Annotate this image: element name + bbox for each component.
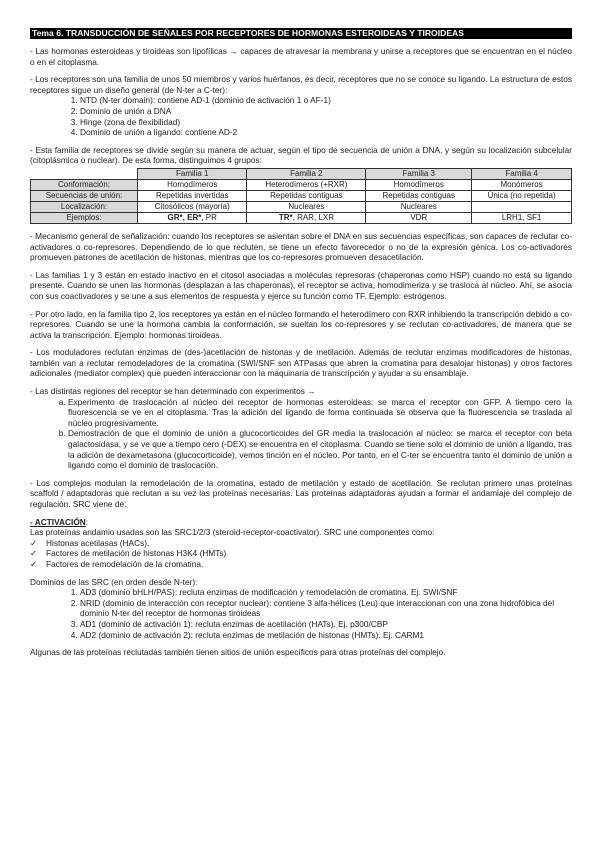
list-item: b. Demostración de que el dominio de unión a glucocorticoides del GR media la traslocación al núcleo: se marca el receptor con beta galactosidasa, y se ve que a tiempo cero (-DEX) se encuentra en el citoplasma. Cuando se tiene solo el dominio de unión a ligando, tras la adición de dexametasona (glucocorticoide), vemos tinción en el núcleo. Por tanto, en el C-ter se encuentra tanto el dominio de unión a ligando como el dominio de traslocación. [68,428,572,470]
paragraph-scaffold: Las proteínas andamio usadas son las SRC1/2/3 (steroid-receptor-coactivator). SRC une componentes como: [30,527,435,538]
experiments-list [30,397,572,471]
table-header: Familia 4 [472,168,572,179]
row-label: Secuencias de unión: [31,190,138,201]
list-item-text: Factores de remodelación de la cromatina. [46,558,204,569]
table-cell: Heterodímeros (+RXR) [247,179,366,190]
check-icon: ✓ [30,548,37,559]
table-cell: Única (no repetida) [472,190,572,201]
list-item: a. Experimento de traslocación al núcleo del receptor de hormonas esteroideas: se marca el receptor con GFP. A tiempo cero la fluorescencia se ve en el citoplasma. Tras la adición del ligando de forma continuada se observa que la fluorescencia se traslada al núcleo progresivamente. [68,397,572,429]
example-rest: , RAR, LXR [292,212,334,222]
table-cell: Nucleares [366,201,472,212]
paragraph-families-1-3: - Las familias 1 y 3 están en estado inactivo en el citosol asociadas a moléculas represoras (chaperonas como HSP) cuando no está su ligando presente. Cuando se unen las hormonas (desplazan a las chaperonas), el receptor se activa, homodimeriza y se trasloca al núcleo. Ahí, se asocia con sus coactivadores y se une a sus elementos de respuesta y ejerce su función como TF. Ejemplo: estrógenos. [30,269,572,301]
paragraph-lipophilic: - Las hormonas esteroideas y tiroideas son lipofílicas → capaces de atravesar la membrana y unirse a receptores que se encuentran en el núcleo o en el citoplasma. [30,46,572,67]
list-item: 1. NTD (N-ter domain): contiene AD-1 (dominio de activación 1 o AF-1) [80,95,572,106]
domains-list [30,587,572,640]
paragraph-mechanism: - Mecanismo general de señalización: cuando los receptores se asientan sobre el DNA en sus secuencias específicas, son capaces de reclutar co-activadores o co-represores. Dependiendo de lo que recluten, se tiene un efecto favorecedor o no de la expresión génica. Los co-activadores promueven patrones de acetilación de histonas, mientras que los co-represores promueven desacetilación. [30,230,572,263]
paragraph-family-2: - Por otro lado, en la familia tipo 2, los receptores ya están en el núcleo formando el heterodímero con RXR inhibiendo la transcripción debido a co-represores. Cuando se une la hormona cambia la conformación, se sueltan los co-represores y se reclutan co-activadores, de manera que se activa la transcripción. Ejemplo: hormonas tiroideas. [30,308,572,340]
paragraph-src-domains: Dominios de las SRC (en orden desde N-ter): [30,576,198,587]
table-cell: Repetidas contiguas [247,190,366,201]
table-row [31,201,572,212]
paragraph-complexes: - Los complejos modulan la remodelación de la cromatina, estado de metilación y estado de acetilación. Se reclutan primero unas proteínas scaffold / adaptadoras que reclutan a su vez las proteínas necesarias. Las proteínas adaptadoras ayudan a formar el andamiaje del complejo de regulación. SRC viene de: [30,477,572,509]
list-item: 1. AD3 (dominio bHLH/PAS): recluta enzimas de modificación y remodelación de cromatina. Ej. SWI/SNF [80,587,572,598]
row-label: Conformación: [31,179,138,190]
paragraph-receptors: - Los receptores son una familia de unos 50 miembros y varios huérfanos, es decir, receptores que no se conoce su ligando. La estructura de estos receptores sigue un diseño general (de N-ter a C-ter): [30,74,572,95]
table-cell: Citosólicos (mayoría) [138,201,247,212]
page-title: Tema 6. TRANSDUCCIÓN DE SEÑALES POR RECEPTORES DE HORMONAS ESTEROIDEAS Y TIROIDEAS [30,28,572,39]
activation-heading-text: - ACTIVACIÓN [30,516,86,527]
example-bold: TR* [278,212,293,222]
activation-colon: : [85,516,89,527]
table-cell: Nucleares [247,201,366,212]
table-cell: Repetidas contiguas [366,190,472,201]
table-cell: Homodímeros [366,179,472,190]
table-row [31,212,572,223]
table-corner [31,168,138,179]
list-item-text: Factores de metilación de histonas H3K4 (HMTs) [46,548,227,559]
example-rest: , PR [201,212,217,222]
example-bold: GR*, ER* [167,212,202,222]
paragraph-experiments: - Las distintas regiones del receptor se han determinado con experimentos → [30,386,316,397]
table-cell [247,212,366,223]
list-item [30,559,572,570]
families-table [30,168,572,224]
list-item: 4. AD2 (dominio de activación 2): recluta enzimas de metilación de histonas (HMTs). Ej. CARM1 [80,630,572,641]
structure-list [30,95,572,137]
table-header: Familia 3 [366,168,472,179]
list-item: 2. NRID (dominio de interacción con receptor nuclear): contiene 3 alfa-hélices (Leu) que interaccionan con una zona hidrofóbica del dominio N-ter del receptor de hormonas tiroideas [80,598,572,619]
list-item: 4. Dominio de unión a ligando: contiene AD-2 [80,127,572,138]
table-cell: VDR [366,212,472,223]
table-cell: Repetidas invertidas [138,190,247,201]
list-item: 2. Dominio de unión a DNA [80,106,572,117]
table-header: Familia 1 [138,168,247,179]
table-cell: Monómeros [472,179,572,190]
paragraph-modulators: - Los moduladores reclutan enzimas de (des-)acetilación de histonas y de metilación. Además de reclutar enzimas modificadores de histonas, también van a reclutar remodeladores de la cromatina (SWI/SNF son ATPasas que abren la cromatina para desalojar histonas) y otros factores adicionales (mediator complex) que pueden interaccionar con la maquinaria de transcripción y ayudar a su ensamblaje. [30,347,572,379]
list-item [30,548,572,559]
document-page [30,28,572,665]
paragraph-families: - Esta familia de receptores se divide según su manera de actuar, según el tipo de secuencia de unión a DNA, y según su localización subcelular (citoplásmica o nuclear). De esta forma, distinguimos 4 grupos: [30,144,572,166]
list-item: 3. AD1 (dominio de activación 1): recluta enzimas de acetilación (HATs). Ej. p300/CBP [80,619,572,630]
list-item-text: Histonas acetilasas (HACs). [46,537,150,548]
components-list [30,538,572,570]
list-item: 3. Hinge (zona de flexibilidad) [80,117,572,128]
table-row [31,179,572,190]
check-icon: ✓ [30,558,37,569]
activation-heading [30,517,572,528]
table-header: Familia 2 [247,168,366,179]
table-cell [138,212,247,223]
paragraph-final: Algunas de las proteínas reclutadas también tienen sitios de unión específicos para otras proteínas del complejo. [30,647,446,658]
row-label: Ejemplos: [31,212,138,223]
table-header-row [31,168,572,179]
list-item [30,538,572,549]
table-cell [472,201,572,212]
table-cell: Homodímeros [138,179,247,190]
table-cell: LRH1, SF1 [472,212,572,223]
table-row [31,190,572,201]
row-label: Localización: [31,201,138,212]
check-icon: ✓ [30,537,37,548]
